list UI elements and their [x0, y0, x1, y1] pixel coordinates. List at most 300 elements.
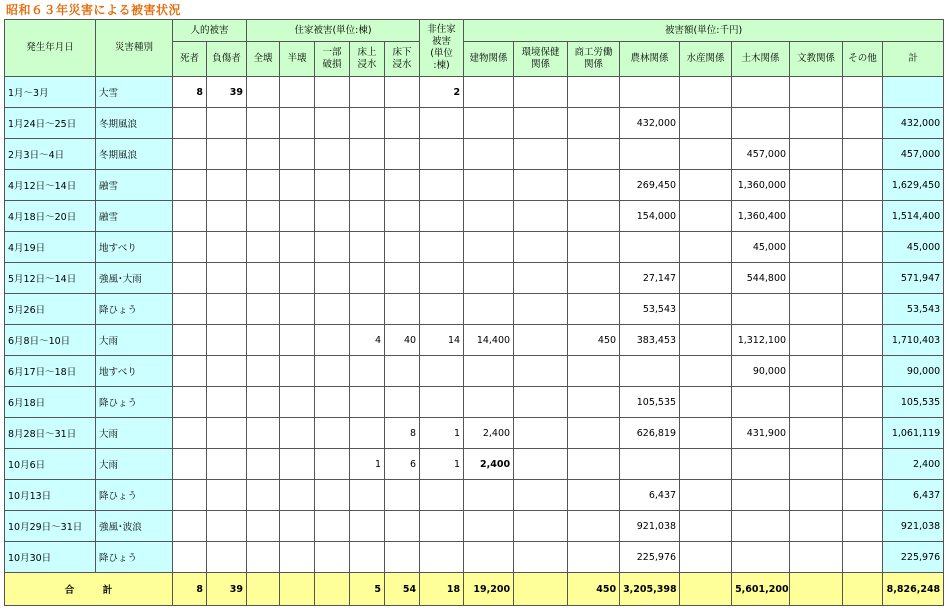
totals-row	[5, 573, 944, 606]
cell-fisheries	[680, 573, 732, 606]
cell-other	[843, 511, 883, 542]
cell-agriculture-forestry: 269,450	[620, 170, 680, 201]
cell-above-floor-flood	[350, 108, 385, 139]
cell-other	[843, 542, 883, 573]
cell-above-floor-flood	[350, 542, 385, 573]
header-injured: 負傷者	[207, 42, 247, 77]
cell-below-floor-flood	[385, 542, 420, 573]
cell-injured	[207, 294, 247, 325]
cell-education	[790, 108, 843, 139]
cell-total-collapse	[247, 108, 280, 139]
cell-below-floor-flood	[385, 108, 420, 139]
cell-other	[843, 201, 883, 232]
cell-type: 大雨	[96, 418, 173, 449]
cell-dead	[173, 511, 207, 542]
cell-below-floor-flood: 6	[385, 449, 420, 480]
cell-commerce-labor	[568, 170, 620, 201]
cell-above-floor-flood	[350, 387, 385, 418]
cell-total: 457,000	[883, 139, 944, 170]
cell-injured	[207, 201, 247, 232]
cell-date: 10月6日	[5, 449, 96, 480]
cell-type: 大雨	[96, 449, 173, 480]
cell-dead	[173, 294, 207, 325]
cell-buildings: 19,200	[464, 573, 514, 606]
cell-partial-damage	[315, 542, 350, 573]
cell-date: 4月19日	[5, 232, 96, 263]
cell-injured	[207, 449, 247, 480]
table-row	[5, 201, 944, 232]
cell-education	[790, 77, 843, 108]
cell-below-floor-flood	[385, 480, 420, 511]
cell-other	[843, 77, 883, 108]
cell-date: 10月30日	[5, 542, 96, 573]
cell-total: 1,629,450	[883, 170, 944, 201]
cell-date: 10月29日～31日	[5, 511, 96, 542]
cell-education	[790, 139, 843, 170]
cell-above-floor-flood	[350, 263, 385, 294]
cell-environment-health	[514, 139, 568, 170]
cell-total-collapse	[247, 201, 280, 232]
header-dead: 死者	[173, 42, 207, 77]
cell-below-floor-flood	[385, 294, 420, 325]
cell-buildings: 2,400	[464, 449, 514, 480]
cell-nonresidential	[420, 480, 464, 511]
cell-nonresidential	[420, 356, 464, 387]
cell-total: 1,514,400	[883, 201, 944, 232]
cell-injured	[207, 170, 247, 201]
cell-total: 432,000	[883, 108, 944, 139]
cell-agriculture-forestry: 383,453	[620, 325, 680, 356]
page-title: 昭和６３年災害による被害状況	[6, 3, 182, 17]
cell-education	[790, 294, 843, 325]
cell-civil-engineering	[732, 108, 790, 139]
header-commerce-labor: 商工労働 関係	[568, 42, 620, 77]
cell-date: 5月26日	[5, 294, 96, 325]
table-row	[5, 449, 944, 480]
cell-dead	[173, 139, 207, 170]
cell-civil-engineering	[732, 387, 790, 418]
cell-buildings	[464, 542, 514, 573]
header-fisheries: 水産関係	[680, 42, 732, 77]
cell-partial-damage	[315, 387, 350, 418]
cell-fisheries	[680, 170, 732, 201]
header-other: その他	[843, 42, 883, 77]
cell-below-floor-flood	[385, 139, 420, 170]
header-nonresidential: 非住家 被害 (単位 :棟)	[420, 20, 464, 77]
cell-partial-damage	[315, 263, 350, 294]
cell-partial-damage	[315, 573, 350, 606]
cell-agriculture-forestry: 225,976	[620, 542, 680, 573]
cell-injured	[207, 356, 247, 387]
table-row	[5, 232, 944, 263]
header-total: 計	[883, 42, 944, 77]
table-row	[5, 139, 944, 170]
cell-total: 571,947	[883, 263, 944, 294]
cell-above-floor-flood	[350, 170, 385, 201]
cell-partial-damage	[315, 139, 350, 170]
cell-civil-engineering	[732, 77, 790, 108]
cell-environment-health	[514, 170, 568, 201]
cell-fisheries	[680, 263, 732, 294]
cell-type: 大雨	[96, 325, 173, 356]
cell-commerce-labor	[568, 263, 620, 294]
cell-above-floor-flood	[350, 77, 385, 108]
cell-education	[790, 480, 843, 511]
cell-injured	[207, 542, 247, 573]
cell-total-collapse	[247, 356, 280, 387]
cell-nonresidential	[420, 263, 464, 294]
cell-date: 1月24日～25日	[5, 108, 96, 139]
cell-civil-engineering: 544,800	[732, 263, 790, 294]
header-total-collapse: 全壊	[247, 42, 280, 77]
cell-injured	[207, 511, 247, 542]
damage-table	[4, 19, 944, 606]
cell-environment-health	[514, 356, 568, 387]
cell-buildings	[464, 170, 514, 201]
cell-above-floor-flood	[350, 201, 385, 232]
cell-education	[790, 201, 843, 232]
cell-environment-health	[514, 232, 568, 263]
cell-environment-health	[514, 201, 568, 232]
cell-fisheries	[680, 232, 732, 263]
cell-total: 45,000	[883, 232, 944, 263]
table-row	[5, 77, 944, 108]
cell-total-collapse	[247, 263, 280, 294]
cell-above-floor-flood	[350, 511, 385, 542]
cell-date: 1月～3月	[5, 77, 96, 108]
cell-type: 強風･波浪	[96, 511, 173, 542]
cell-agriculture-forestry: 432,000	[620, 108, 680, 139]
cell-fisheries	[680, 542, 732, 573]
cell-fisheries	[680, 139, 732, 170]
cell-total: 53,543	[883, 294, 944, 325]
cell-total: 90,000	[883, 356, 944, 387]
cell-fisheries	[680, 325, 732, 356]
cell-half-collapse	[280, 170, 315, 201]
cell-dead: 8	[173, 573, 207, 606]
cell-agriculture-forestry: 3,205,398	[620, 573, 680, 606]
cell-other	[843, 325, 883, 356]
cell-buildings	[464, 263, 514, 294]
cell-buildings	[464, 294, 514, 325]
header-partial-damage: 一部 破損	[315, 42, 350, 77]
cell-nonresidential	[420, 139, 464, 170]
cell-agriculture-forestry	[620, 77, 680, 108]
cell-below-floor-flood	[385, 511, 420, 542]
cell-other	[843, 418, 883, 449]
cell-other	[843, 139, 883, 170]
cell-nonresidential	[420, 511, 464, 542]
cell-half-collapse	[280, 418, 315, 449]
cell-other	[843, 449, 883, 480]
cell-total: 921,038	[883, 511, 944, 542]
cell-half-collapse	[280, 511, 315, 542]
table-row	[5, 263, 944, 294]
cell-environment-health	[514, 325, 568, 356]
table-row	[5, 325, 944, 356]
cell-agriculture-forestry	[620, 356, 680, 387]
cell-civil-engineering	[732, 480, 790, 511]
cell-above-floor-flood: 5	[350, 573, 385, 606]
cell-fisheries	[680, 480, 732, 511]
cell-civil-engineering: 1,312,100	[732, 325, 790, 356]
header-buildings: 建物関係	[464, 42, 514, 77]
cell-other	[843, 263, 883, 294]
cell-civil-engineering: 457,000	[732, 139, 790, 170]
cell-below-floor-flood	[385, 77, 420, 108]
header-type: 災害種別	[96, 20, 173, 77]
cell-total-collapse	[247, 77, 280, 108]
cell-environment-health	[514, 418, 568, 449]
cell-civil-engineering: 1,360,000	[732, 170, 790, 201]
cell-environment-health	[514, 387, 568, 418]
cell-agriculture-forestry: 27,147	[620, 263, 680, 294]
header-human: 人的被害	[173, 20, 247, 42]
cell-civil-engineering	[732, 294, 790, 325]
cell-below-floor-flood	[385, 232, 420, 263]
cell-buildings	[464, 139, 514, 170]
cell-date: 10月13日	[5, 480, 96, 511]
cell-half-collapse	[280, 480, 315, 511]
cell-above-floor-flood	[350, 480, 385, 511]
cell-dead	[173, 108, 207, 139]
cell-commerce-labor	[568, 480, 620, 511]
cell-half-collapse	[280, 449, 315, 480]
cell-environment-health	[514, 511, 568, 542]
cell-total-collapse	[247, 232, 280, 263]
cell-date: 6月18日	[5, 387, 96, 418]
cell-nonresidential	[420, 201, 464, 232]
header-education: 文教関係	[790, 42, 843, 77]
cell-date: 4月12日～14日	[5, 170, 96, 201]
cell-half-collapse	[280, 201, 315, 232]
cell-buildings	[464, 108, 514, 139]
cell-fisheries	[680, 77, 732, 108]
cell-civil-engineering	[732, 542, 790, 573]
cell-below-floor-flood	[385, 201, 420, 232]
cell-education	[790, 325, 843, 356]
cell-injured	[207, 480, 247, 511]
cell-total-collapse	[247, 418, 280, 449]
cell-below-floor-flood: 54	[385, 573, 420, 606]
cell-education	[790, 387, 843, 418]
cell-commerce-labor	[568, 418, 620, 449]
cell-environment-health	[514, 542, 568, 573]
cell-commerce-labor	[568, 356, 620, 387]
header-date: 発生年月日	[5, 20, 96, 77]
cell-other	[843, 573, 883, 606]
cell-civil-engineering: 90,000	[732, 356, 790, 387]
cell-fisheries	[680, 294, 732, 325]
cell-buildings	[464, 511, 514, 542]
cell-half-collapse	[280, 294, 315, 325]
cell-half-collapse	[280, 263, 315, 294]
cell-buildings	[464, 77, 514, 108]
cell-dead	[173, 263, 207, 294]
cell-type: 地すべり	[96, 232, 173, 263]
cell-partial-damage	[315, 356, 350, 387]
cell-fisheries	[680, 356, 732, 387]
cell-type: 降ひょう	[96, 542, 173, 573]
table-row	[5, 480, 944, 511]
cell-type: 大雪	[96, 77, 173, 108]
header-half-collapse: 半壊	[280, 42, 315, 77]
cell-total	[883, 77, 944, 108]
cell-total-collapse	[247, 325, 280, 356]
cell-total-collapse	[247, 170, 280, 201]
cell-partial-damage	[315, 511, 350, 542]
cell-dead	[173, 232, 207, 263]
cell-below-floor-flood	[385, 356, 420, 387]
cell-environment-health	[514, 77, 568, 108]
cell-total-collapse	[247, 294, 280, 325]
cell-below-floor-flood	[385, 170, 420, 201]
cell-commerce-labor	[568, 232, 620, 263]
cell-agriculture-forestry: 53,543	[620, 294, 680, 325]
cell-commerce-labor	[568, 77, 620, 108]
cell-education	[790, 449, 843, 480]
cell-nonresidential: 1	[420, 449, 464, 480]
cell-half-collapse	[280, 356, 315, 387]
cell-commerce-labor	[568, 449, 620, 480]
cell-total: 8,826,248	[883, 573, 944, 606]
cell-below-floor-flood: 8	[385, 418, 420, 449]
cell-environment-health	[514, 294, 568, 325]
cell-above-floor-flood	[350, 139, 385, 170]
cell-environment-health	[514, 480, 568, 511]
cell-partial-damage	[315, 418, 350, 449]
cell-date: 2月3日～4日	[5, 139, 96, 170]
cell-agriculture-forestry	[620, 449, 680, 480]
cell-environment-health	[514, 573, 568, 606]
cell-civil-engineering: 5,601,200	[732, 573, 790, 606]
header-below-floor-flood: 床下 浸水	[385, 42, 420, 77]
cell-buildings	[464, 232, 514, 263]
cell-type: 降ひょう	[96, 480, 173, 511]
cell-above-floor-flood: 4	[350, 325, 385, 356]
cell-nonresidential	[420, 294, 464, 325]
cell-nonresidential: 2	[420, 77, 464, 108]
cell-injured	[207, 232, 247, 263]
cell-type: 降ひょう	[96, 387, 173, 418]
header-civil-engineering: 土木関係	[732, 42, 790, 77]
cell-nonresidential	[420, 542, 464, 573]
cell-injured	[207, 387, 247, 418]
table-row	[5, 356, 944, 387]
cell-half-collapse	[280, 542, 315, 573]
cell-partial-damage	[315, 232, 350, 263]
cell-education	[790, 573, 843, 606]
cell-injured	[207, 325, 247, 356]
cell-date: 8月28日～31日	[5, 418, 96, 449]
cell-environment-health	[514, 108, 568, 139]
cell-total: 1,710,403	[883, 325, 944, 356]
cell-fisheries	[680, 449, 732, 480]
cell-commerce-labor: 450	[568, 573, 620, 606]
cell-half-collapse	[280, 77, 315, 108]
cell-fisheries	[680, 387, 732, 418]
cell-below-floor-flood: 40	[385, 325, 420, 356]
cell-partial-damage	[315, 480, 350, 511]
cell-other	[843, 108, 883, 139]
cell-above-floor-flood	[350, 418, 385, 449]
cell-fisheries	[680, 511, 732, 542]
cell-other	[843, 356, 883, 387]
header-damage-amount: 被害額(単位:千円)	[464, 20, 944, 42]
cell-partial-damage	[315, 170, 350, 201]
cell-injured: 39	[207, 573, 247, 606]
cell-commerce-labor	[568, 542, 620, 573]
cell-other	[843, 294, 883, 325]
cell-type: 冬期風浪	[96, 139, 173, 170]
cell-buildings: 2,400	[464, 418, 514, 449]
cell-agriculture-forestry	[620, 139, 680, 170]
cell-type: 降ひょう	[96, 294, 173, 325]
cell-total: 225,976	[883, 542, 944, 573]
header-agriculture-forestry: 農林関係	[620, 42, 680, 77]
cell-education	[790, 511, 843, 542]
cell-education	[790, 542, 843, 573]
cell-half-collapse	[280, 387, 315, 418]
cell-injured: 39	[207, 77, 247, 108]
cell-injured	[207, 263, 247, 294]
cell-partial-damage	[315, 449, 350, 480]
cell-dead	[173, 542, 207, 573]
cell-other	[843, 170, 883, 201]
cell-education	[790, 170, 843, 201]
cell-date: 6月17日～18日	[5, 356, 96, 387]
cell-half-collapse	[280, 108, 315, 139]
cell-injured	[207, 418, 247, 449]
cell-date: 4月18日～20日	[5, 201, 96, 232]
header-above-floor-flood: 床上 浸水	[350, 42, 385, 77]
cell-total: 6,437	[883, 480, 944, 511]
table-row	[5, 418, 944, 449]
cell-partial-damage	[315, 325, 350, 356]
cell-total: 1,061,119	[883, 418, 944, 449]
header-housing: 住家被害(単位:棟)	[247, 20, 420, 42]
cell-commerce-labor	[568, 511, 620, 542]
cell-civil-engineering	[732, 511, 790, 542]
table-row	[5, 511, 944, 542]
cell-fisheries	[680, 418, 732, 449]
cell-commerce-labor: 450	[568, 325, 620, 356]
cell-above-floor-flood	[350, 294, 385, 325]
cell-total-collapse	[247, 480, 280, 511]
cell-partial-damage	[315, 201, 350, 232]
cell-environment-health	[514, 263, 568, 294]
cell-dead	[173, 387, 207, 418]
cell-dead	[173, 418, 207, 449]
cell-half-collapse	[280, 139, 315, 170]
cell-buildings	[464, 201, 514, 232]
cell-buildings	[464, 480, 514, 511]
cell-type: 融雪	[96, 170, 173, 201]
table-row	[5, 294, 944, 325]
cell-civil-engineering: 45,000	[732, 232, 790, 263]
cell-civil-engineering	[732, 449, 790, 480]
cell-education	[790, 263, 843, 294]
cell-agriculture-forestry: 921,038	[620, 511, 680, 542]
cell-commerce-labor	[568, 108, 620, 139]
cell-total: 105,535	[883, 387, 944, 418]
cell-nonresidential	[420, 387, 464, 418]
cell-commerce-labor	[568, 294, 620, 325]
cell-type: 地すべり	[96, 356, 173, 387]
cell-civil-engineering: 431,900	[732, 418, 790, 449]
cell-total-collapse	[247, 387, 280, 418]
cell-below-floor-flood	[385, 387, 420, 418]
